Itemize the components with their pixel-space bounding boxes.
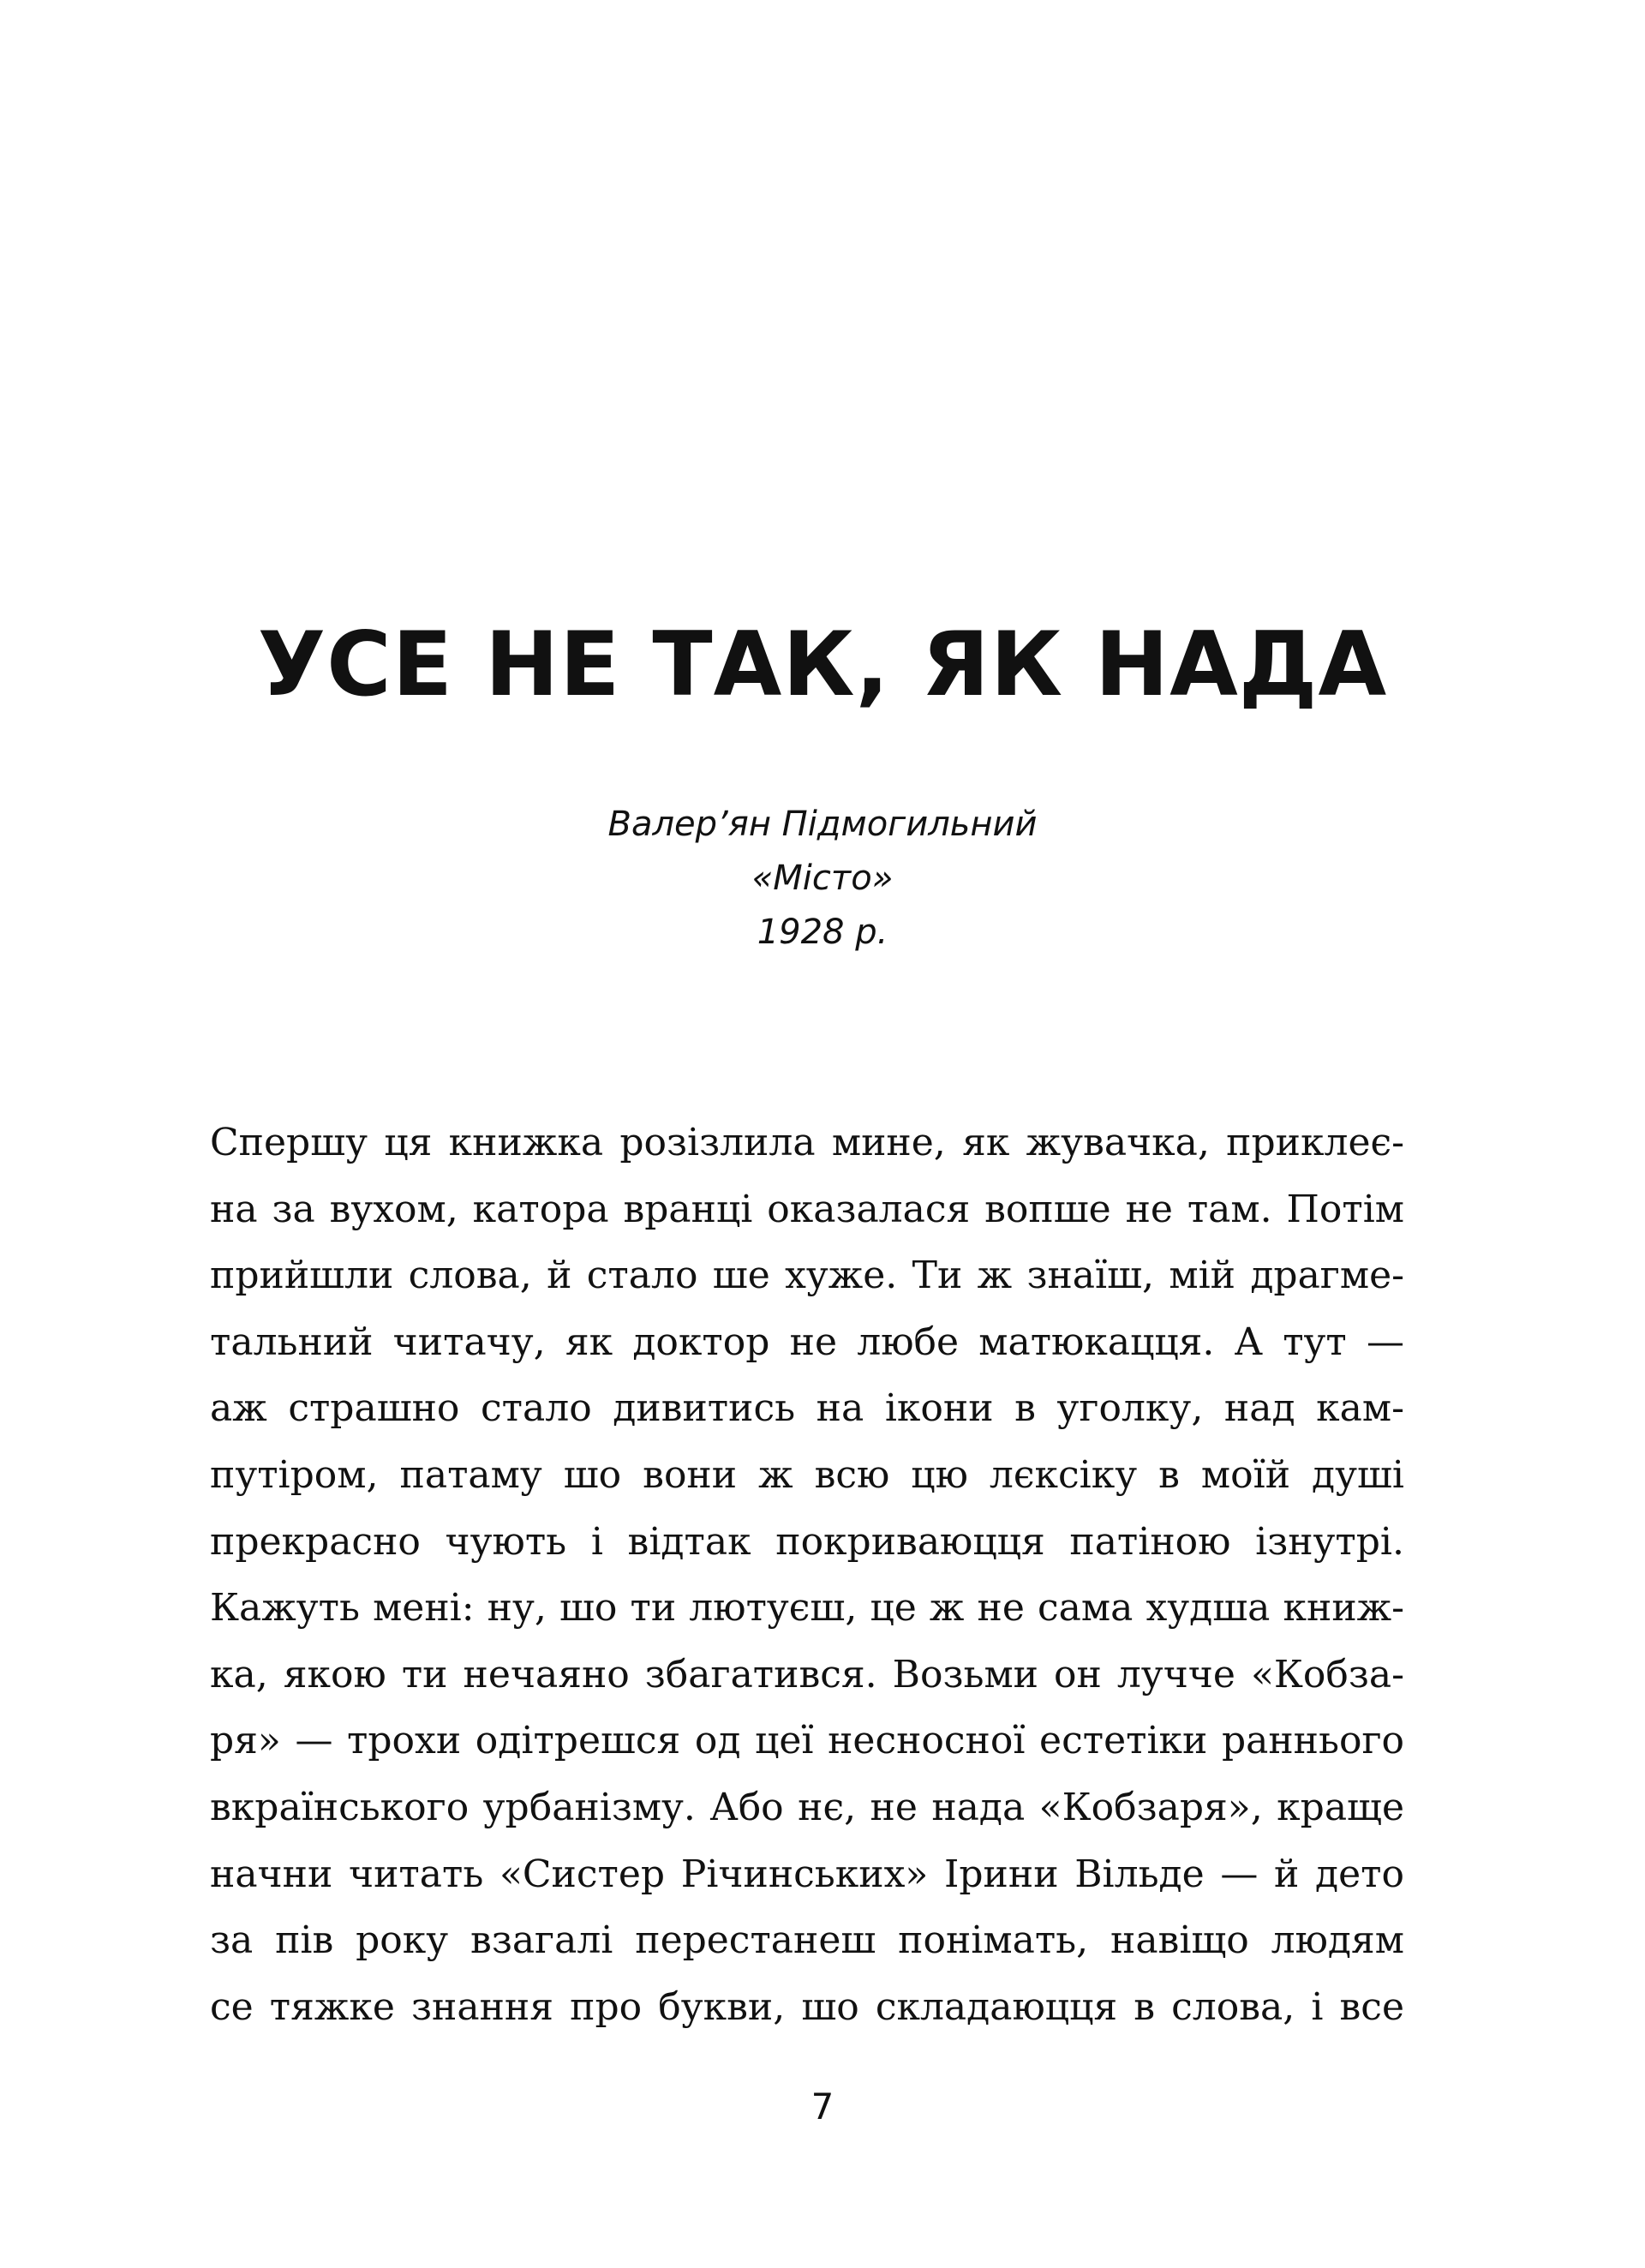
body-line: путіром, патаму шо вони ж всю цю лєксіку в моїй душі: [210, 1452, 1404, 1497]
body-line: вкраїнського урбанізму. Або нє, не нада «Кобзаря», краще: [210, 1785, 1404, 1829]
body-line: тальний читачу, як доктор не любе матюкацця. А тут —: [210, 1320, 1404, 1364]
body-line: ка, якою ти нечаяно збагатився. Возьми он лучче «Кобза-: [210, 1652, 1404, 1697]
epigraph-author: Валер’ян Підмогильний: [607, 805, 1038, 844]
body-line: аж страшно стало дивитись на ікони в уголку, над кам-: [210, 1386, 1404, 1431]
epigraph-year: 1928 р.: [757, 913, 888, 952]
body-line: начни читать «Систер Річинських» Ірини Вільде — й дето: [210, 1852, 1404, 1896]
body-line: Спершу ця книжка розізлила мине, як жувачка, приклеє-: [210, 1121, 1404, 1164]
body-line: за пів року взагалі перестанеш понімать, навіщо людям: [210, 1918, 1404, 1963]
body-line: прийшли слова, й стало ше хуже. Ти ж знаїш, мій драгме-: [210, 1254, 1404, 1298]
body-text: [210, 1110, 1404, 2040]
page-number: 7: [811, 2085, 834, 2127]
body-line: прекрасно чують і відтак покриваюцця патіною ізнутрі.: [210, 1519, 1404, 1564]
body-line: се тяжке знання про букви, шо складаюцця в слова, і все: [210, 1984, 1404, 2029]
chapter-title: УСЕ НЕ ТАК, ЯК НАДА: [257, 613, 1388, 716]
body-line: ря» — трохи одітрешся од цеї несносної естетіки раннього: [210, 1719, 1404, 1763]
epigraph: [0, 798, 1645, 960]
epigraph-work: «Місто»: [751, 859, 894, 898]
body-line: на за вухом, катора вранці оказалася вопше не там. Потім: [210, 1187, 1404, 1231]
body-line: Кажуть мені: ну, шо ти лютуєш, це ж не сама худша книж-: [210, 1586, 1404, 1631]
